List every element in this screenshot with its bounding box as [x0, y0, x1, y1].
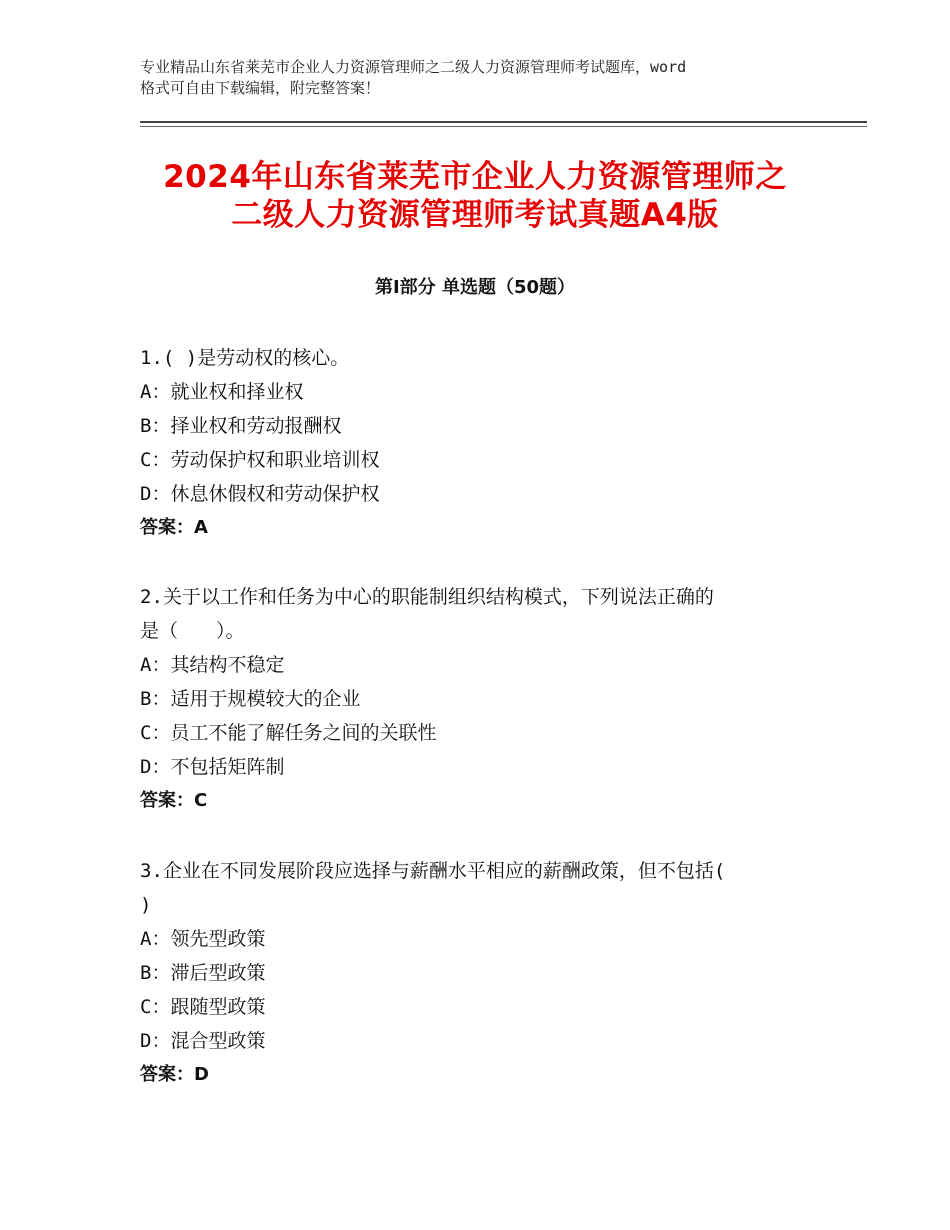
header-note [140, 57, 840, 99]
answer-line: 答案：A [140, 517, 208, 538]
option-a: A：其结构不稳定 [140, 654, 285, 676]
header-note-line: 格式可自由下载编辑，附完整答案！ [140, 79, 381, 97]
header-divider-thin [140, 126, 867, 127]
header-note-line: 专业精品山东省莱芜市企业人力资源管理师之二级人力资源管理师考试题库，word [140, 58, 687, 76]
option-c: C：劳动保护权和职业培训权 [140, 449, 380, 471]
option-a: A：就业权和择业权 [140, 381, 304, 403]
header-divider-thick [140, 121, 867, 123]
option-d: D：混合型政策 [140, 1030, 266, 1052]
title-line: 2024年山东省莱芜市企业人力资源管理师之 [163, 159, 787, 195]
title-line: 二级人力资源管理师考试真题A4版 [231, 197, 719, 233]
option-b: B：适用于规模较大的企业 [140, 688, 361, 710]
option-d: D：不包括矩阵制 [140, 756, 285, 778]
question-stem: ) [140, 894, 152, 916]
document-title [100, 158, 850, 234]
question-stem: 是（ ）。 [140, 620, 245, 642]
answer-line: 答案：C [140, 790, 208, 811]
question-block [140, 580, 840, 818]
question-stem: 3.企业在不同发展阶段应选择与薪酬水平相应的薪酬政策，但不包括( [140, 860, 726, 882]
option-b: B：择业权和劳动报酬权 [140, 415, 342, 437]
option-c: C：员工不能了解任务之间的关联性 [140, 722, 437, 744]
question-block [140, 341, 840, 545]
option-d: D：休息休假权和劳动保护权 [140, 483, 380, 505]
section-heading: 第Ⅰ部分 单选题（50题） [374, 277, 575, 298]
question-stem: 2.关于以工作和任务为中心的职能制组织结构模式，下列说法正确的 [140, 586, 714, 608]
question-stem: 1.( )是劳动权的核心。 [140, 347, 350, 369]
option-a: A：领先型政策 [140, 928, 266, 950]
option-b: B：滞后型政策 [140, 962, 266, 984]
option-c: C：跟随型政策 [140, 996, 266, 1018]
answer-line: 答案：D [140, 1064, 209, 1085]
question-block [140, 854, 840, 1092]
